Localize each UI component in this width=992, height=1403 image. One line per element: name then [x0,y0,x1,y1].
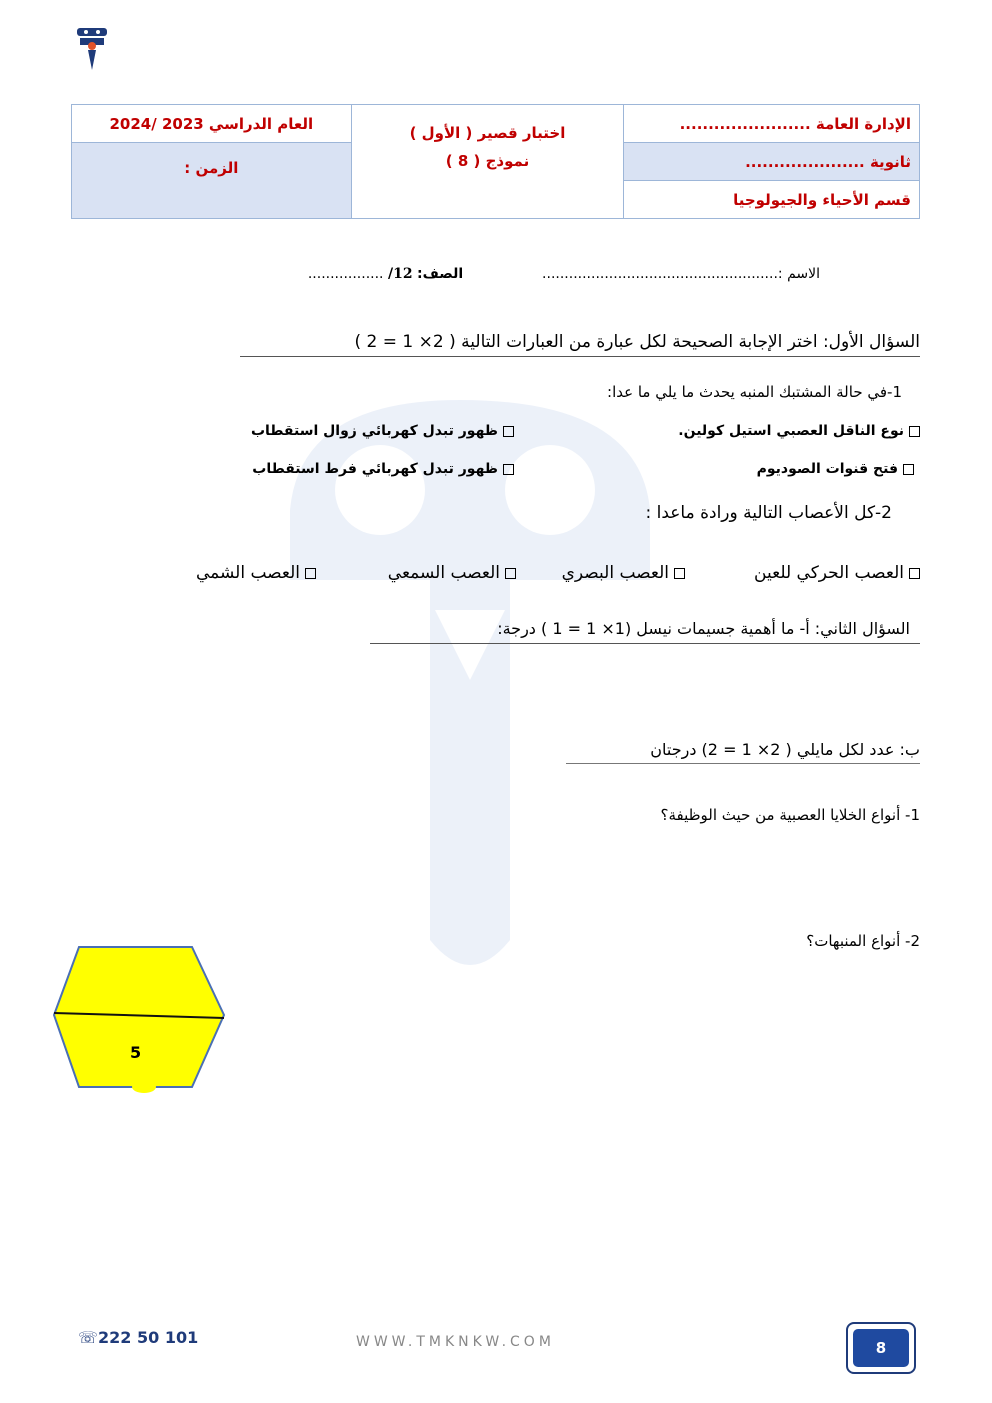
q1-item1-option-b[interactable]: ظهور تبدل كهربائي زوال استقطاب [251,423,514,439]
q1-item2-option-d[interactable]: العصب الشمي [196,563,316,583]
brand-logo-icon [74,24,110,74]
dept-cell: قسم الأحياء والجيولوجيا [624,181,920,219]
class-field[interactable]: ................. [307,266,384,282]
checkbox-icon [505,568,516,579]
checkbox-icon [305,568,316,579]
q2-b1: 1- أنواع الخلايا العصبية من حيث الوظيفة؟ [660,806,920,824]
time-cell: الزمن : [72,143,352,219]
q1-item1-option-d[interactable]: ظهور تبدل كهربائي فرط استقطاب [252,461,514,477]
model-label: نموذج ( 8 ) [445,152,530,170]
q1-item1-option-a[interactable]: نوع الناقل العصبي استيل كولين. [678,423,920,439]
q1-item2-stem: 2-كل الأعصاب التالية ورادة ماعدا : [645,503,892,523]
class-label: الصف: [417,266,464,282]
page-number-badge [846,1322,916,1374]
exam-title: اختبار قصير ( الأول ) [409,124,566,142]
admin-cell: الإدارة العامة ....................... [624,105,920,143]
name-field[interactable]: الاسم :..................................................... [542,266,820,282]
checkbox-icon [909,568,920,579]
q1-item1-stem: 1-في حالة المشتبك المنبه يحدث ما يلي ما عدا: [607,383,902,401]
q1-item2-option-a[interactable]: العصب الحركي للعين [754,563,920,583]
exam-title-cell [351,105,624,219]
score-hexagon [52,945,228,1093]
q2-b-title: ب: عدد لكل مايلي ( 2× 1 = 2) درجتان [566,740,920,764]
checkbox-icon [674,568,685,579]
q1-title: السؤال الأول: اختر الإجابة الصحيحة لكل عبارة من العبارات التالية ( 2× 1 = 2 ) [240,332,920,357]
year-cell: العام الدراسي 2023 /2024 [72,105,352,143]
page-number: 8 [853,1329,909,1367]
q2-b2: 2- أنواع المنبهات؟ [806,932,920,950]
header-table [71,104,920,219]
checkbox-icon [903,464,914,475]
q1-item1-option-c[interactable]: فتح قنوات الصوديوم [757,461,914,477]
q1-item2-option-b[interactable]: العصب البصري [562,563,685,583]
footer-website[interactable]: WWW.TMKNKW.COM [356,1334,555,1350]
checkbox-icon [909,426,920,437]
checkbox-icon [503,464,514,475]
q2-title: السؤال الثاني: أ- ما أهمية جسيمات نيسل (1× 1 = 1 ) درجة: [370,619,920,644]
school-cell: ثانوية ..................... [624,143,920,181]
checkbox-icon [503,426,514,437]
student-info-line [180,266,820,282]
footer-phone: ☏222 50 101 [78,1328,199,1347]
class-value: 12/ [387,266,413,282]
score-total: 5 [130,1043,142,1062]
q1-item2-option-c[interactable]: العصب السمعي [388,563,516,583]
